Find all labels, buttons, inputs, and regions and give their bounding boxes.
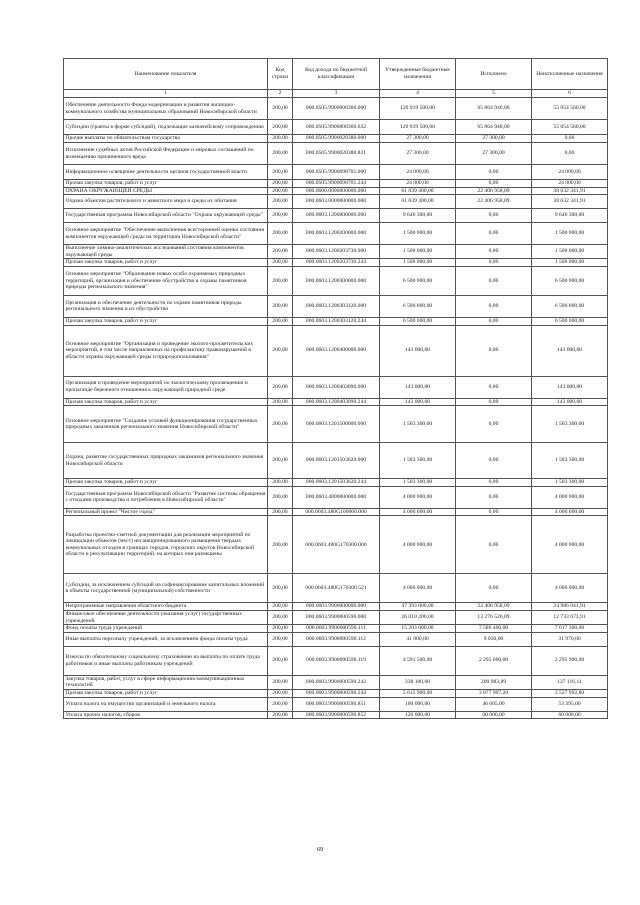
row-approved: 6 500 000,00 [380,295,456,317]
row-approved: 6 500 000,00 [380,266,456,295]
row-unexecuted: 1 503 300,00 [532,479,608,487]
row-executed: 3 077 907,20 [456,689,532,697]
row-name: Информационное освещение деятельности органов государственной власти [64,165,268,180]
row-budget-code: 000.0603.9900000590.852 [293,711,380,719]
row-name: Охрана объектов растительного и животного мира и среды их обитания [64,195,268,209]
row-approved: 120 919 500,00 [380,98,456,120]
row-code: 200,00 [268,603,293,611]
table-row [64,209,608,223]
row-unexecuted: 7 617 300,00 [532,625,608,633]
row-executed: 27 300,00 [456,135,532,143]
header-approved: Утвержденные бюджетные назначения [380,59,456,90]
row-name: Уплата налога на имущество организаций и земельного налога [64,697,268,711]
row-budget-code: 000.0603.1200203730.000 [293,245,380,259]
row-unexecuted: 24 986 041,91 [532,603,608,611]
row-approved: 15 203 000,00 [380,625,456,633]
row-executed: 0,00 [456,295,532,317]
row-approved: 1 503 300,00 [380,479,456,487]
row-executed: 0,00 [456,516,532,574]
row-approved: 100 000,00 [380,697,456,711]
row-code: 200,00 [268,574,293,603]
row-budget-code: 000.0603.1200303120.244 [293,317,380,325]
row-code: 200,00 [268,689,293,697]
row-budget-code: 000.0603.9900000000.000 [293,603,380,611]
row-executed: 22 406 958,09 [456,603,532,611]
row-unexecuted: 24 000,00 [532,180,608,188]
row-unexecuted: 143 000,00 [532,376,608,398]
table-row [64,180,608,188]
row-name: Обеспечение деятельности Фонда модернизации и развития жилищно-коммунального хозяйства муниципальных образований Новосибирской области [64,98,268,120]
row-approved: 4 591 500,00 [380,646,456,675]
row-code: 200,00 [268,675,293,689]
row-executed: 0,00 [456,406,532,443]
table-row [64,689,608,697]
row-approved: 120 000,00 [380,711,456,719]
row-name: Прочая закупка товаров, работ и услуг [64,479,268,487]
table-header-row [64,59,608,90]
row-code: 200,00 [268,165,293,180]
row-budget-code: 000.0603.1200203730.244 [293,259,380,267]
column-index: 2 [268,90,293,98]
row-budget-code: 000.0603.9900000590.242 [293,675,380,689]
row-budget-code: 000.0505.9900008360.632 [293,120,380,135]
column-index: 5 [456,90,532,98]
row-budget-code: 000.0603.9900000590.112 [293,632,380,646]
row-approved: 61 039 300,00 [380,187,456,195]
row-approved: 143 000,00 [380,376,456,398]
row-code: 200,00 [268,610,293,624]
table-row [64,165,608,180]
row-name: Основное мероприятие "Обеспечение выполнения всесторонней оценки состояния компонентов окружающей среды на территории Новосибирской области" [64,223,268,245]
row-name: Государственная программа Новосибирской области "Охрана окружающей среды" [64,209,268,223]
column-index: 1 [64,90,268,98]
row-unexecuted: 143 000,00 [532,325,608,376]
table-row [64,398,608,406]
row-name: Прочая закупка товаров, работ и услуг [64,317,268,325]
row-budget-code: 000.0505.9900008360.000 [293,98,380,120]
row-unexecuted: 9 646 300,00 [532,209,608,223]
row-approved: 6 500 000,00 [380,317,456,325]
row-executed: 2 295 600,00 [456,646,532,675]
row-approved: 24 000,00 [380,165,456,180]
table-row [64,98,608,120]
table-row [64,479,608,487]
table-row [64,603,608,611]
row-budget-code: 000.0505.9900020380.831 [293,143,380,165]
row-executed: 46 605,00 [456,697,532,711]
row-budget-code: 000.0603.0000000000.000 [293,195,380,209]
header-unexecuted: Неисполненные назначения [532,59,608,90]
row-budget-code: 000.0603.4800000000.000 [293,486,380,508]
row-approved: 338 100,00 [380,675,456,689]
table-row [64,376,608,398]
row-name: Прочая закупка товаров, работ и услуг [64,689,268,697]
table-row [64,325,608,376]
row-executed: 60 000,00 [456,711,532,719]
row-name: Основное мероприятие "Образование новых особо охраняемых природных территорий, организация и обеспечение обустройства и охраны памятников природы регионального значения" [64,266,268,295]
row-code: 200,00 [268,180,293,188]
row-code: 200,00 [268,120,293,135]
row-executed: 0,00 [456,259,532,267]
table-body [64,98,608,719]
column-index: 4 [380,90,456,98]
row-name: Прочие выплаты по обязательствам государства [64,135,268,143]
row-budget-code: 000.0603.1200200000.000 [293,223,380,245]
row-executed: 0,00 [456,479,532,487]
row-executed: 22 406 958,09 [456,187,532,195]
row-unexecuted: 53 395,00 [532,697,608,711]
row-approved: 4 000 000,00 [380,574,456,603]
table-row [64,675,608,689]
row-approved: 24 000,00 [380,180,456,188]
row-approved: 1 503 300,00 [380,406,456,443]
row-code: 200,00 [268,443,293,479]
row-executed: 200 983,89 [456,675,532,689]
row-name: Исполнение судебных актов Российской Федерации и мировых соглашений по возмещению причиненного вреда [64,143,268,165]
row-name: Организация и проведение мероприятий по экологическому просвещению и пропаганде бережного отношения к окружающей природной среде [64,376,268,398]
row-approved: 5 615 900,00 [380,689,456,697]
row-approved: 143 000,00 [380,398,456,406]
row-budget-code: 000.0505.9900098701.000 [293,165,380,180]
table-row [64,574,608,603]
row-name: Иные выплаты персоналу учреждений, за исключением фонда оплаты труда [64,632,268,646]
row-code: 200,00 [268,195,293,209]
row-unexecuted: 0,00 [532,143,608,165]
row-approved: 1 500 000,00 [380,223,456,245]
row-unexecuted: 1 503 300,00 [532,443,608,479]
row-unexecuted: 6 500 000,00 [532,317,608,325]
row-executed: 0,00 [456,245,532,259]
row-unexecuted: 24 000,00 [532,165,608,180]
row-approved: 1 500 000,00 [380,245,456,259]
row-unexecuted: 143 000,00 [532,398,608,406]
row-executed: 0,00 [456,317,532,325]
row-budget-code: 000.0603.1200000000.000 [293,209,380,223]
row-executed: 27 300,00 [456,143,532,165]
row-approved: 143 000,00 [380,325,456,376]
column-index-row [64,90,608,98]
table-row [64,443,608,479]
budget-table-sheet [63,58,607,719]
row-code: 200,00 [268,266,293,295]
row-name: Государственная программа Новосибирской области "Развитие системы обращения с отходами производства и потребления в Новосибирской области" [64,486,268,508]
table-row [64,266,608,295]
row-name: Закупка товаров, работ, услуг в сфере информационно-коммуникационных технологий [64,675,268,689]
row-name: Основное мероприятие "Организация и проведение эколого-просветительских мероприятий, в том числе направленных на профилактику правонарушений в области охраны окружающей среды и природопользования" [64,325,268,376]
row-code: 200,00 [268,632,293,646]
row-approved: 1 500 000,00 [380,259,456,267]
row-approved: 4 000 000,00 [380,516,456,574]
table-row [64,195,608,209]
row-name: Финансовое обеспечение деятельности (оказания услуг) государственных учреждений [64,610,268,624]
table-row [64,317,608,325]
row-code: 200,00 [268,697,293,711]
row-code: 200,00 [268,325,293,376]
row-code: 200,00 [268,479,293,487]
row-code: 200,00 [268,486,293,508]
row-name: Взносы по обязательному социальному страхованию на выплаты по оплате труда работников и иные выплаты работникам учреждений [64,646,268,675]
table-row [64,625,608,633]
budget-execution-table [63,58,608,719]
row-approved: 47 393 000,00 [380,603,456,611]
table-row [64,610,608,624]
row-budget-code: 000.0603.1200300000.000 [293,266,380,295]
table-row [64,295,608,317]
row-unexecuted: 0,00 [532,135,608,143]
row-executed: 0,00 [456,443,532,479]
row-budget-code: 000.0603.480G100000.000 [293,508,380,516]
row-code: 200,00 [268,516,293,574]
row-code: 200,00 [268,646,293,675]
row-budget-code: 000.0603.9900000590.119 [293,646,380,675]
table-row [64,259,608,267]
row-approved: 27 300,00 [380,143,456,165]
row-approved: 27 300,00 [380,135,456,143]
row-code: 200,00 [268,209,293,223]
row-approved: 4 000 000,00 [380,508,456,516]
table-row [64,406,608,443]
row-name: Фонд оплаты труда учреждений [64,625,268,633]
row-executed: 7 586 400,00 [456,625,532,633]
row-code: 200,00 [268,245,293,259]
row-approved: 4 000 000,00 [380,486,456,508]
table-row [64,143,608,165]
row-code: 200,00 [268,259,293,267]
row-budget-code: 000.0603.9900000590.000 [293,610,380,624]
row-executed: 0,00 [456,325,532,376]
table-row [64,508,608,516]
row-unexecuted: 1 500 000,00 [532,259,608,267]
row-unexecuted: 38 632 341,91 [532,187,608,195]
row-unexecuted: 2 537 992,80 [532,689,608,697]
row-code: 200,00 [268,376,293,398]
page-number: 69 [316,846,324,853]
row-budget-code: 000.0505.9900098701.244 [293,180,380,188]
row-budget-code: 000.0603.1200403090.000 [293,376,380,398]
row-code: 200,00 [268,508,293,516]
row-executed: 0,00 [456,486,532,508]
row-executed: 65 864 940,00 [456,120,532,135]
row-executed: 22 406 958,09 [456,195,532,209]
header-executed: Исполнено [456,59,532,90]
row-code: 200,00 [268,711,293,719]
row-name: Прочая закупка товаров, работ и услуг [64,259,268,267]
header-code: Код строки [268,59,293,90]
row-executed: 0,00 [456,398,532,406]
row-unexecuted: 6 500 000,00 [532,295,608,317]
row-executed: 0,00 [456,223,532,245]
row-name: Субсидии (гранты в форме субсидий), подлежащие казначейскому сопровождению [64,120,268,135]
row-budget-code: 000.0603.1200400000.000 [293,325,380,376]
row-unexecuted: 6 500 000,00 [532,266,608,295]
row-name: ОХРАНА ОКРУЖАЮЩЕЙ СРЕДЫ [64,187,268,195]
row-executed: 0,00 [456,508,532,516]
column-index: 3 [293,90,380,98]
row-name: Непрограммные направления областного бюджета [64,603,268,611]
row-code: 200,00 [268,223,293,245]
row-code: 200,00 [268,317,293,325]
table-row [64,486,608,508]
row-name: Основное мероприятие "Создание условий функционирования государственных природных заказников регионального значения Новосибирской области" [64,406,268,443]
row-unexecuted: 4 000 000,00 [532,574,608,603]
row-approved: 61 039 300,00 [380,195,456,209]
row-unexecuted: 2 295 900,00 [532,646,608,675]
row-code: 200,00 [268,143,293,165]
row-executed: 13 276 526,09 [456,610,532,624]
row-unexecuted: 137 116,11 [532,675,608,689]
row-name: Выполнение химико-аналитических исследований состояния компонентов окружающей среды [64,245,268,259]
table-row [64,697,608,711]
row-approved: 1 503 300,00 [380,443,456,479]
column-index: 6 [532,90,608,98]
row-approved: 120 919 500,00 [380,120,456,135]
row-code: 200,00 [268,135,293,143]
row-budget-code: 000.0603.480G170300.000 [293,516,380,574]
row-code: 200,00 [268,187,293,195]
row-executed: 65 864 940,00 [456,98,532,120]
row-unexecuted: 4 000 000,00 [532,508,608,516]
row-code: 200,00 [268,398,293,406]
row-name: Уплата прочих налогов, сборов [64,711,268,719]
row-name: Субсидии, за исключением субсидий на софинансирование капитальных вложений в объекты государственной (муниципальной) собственности [64,574,268,603]
row-budget-code: 000.0603.1201503620.000 [293,443,380,479]
row-budget-code: 000.0603.9900000590.244 [293,689,380,697]
row-budget-code: 000.0603.1201503620.244 [293,479,380,487]
row-approved: 26 010 200,00 [380,610,456,624]
row-executed: 0,00 [456,574,532,603]
header-income-code: Код дохода по бюджетной классификации [293,59,380,90]
row-executed: 0,00 [456,376,532,398]
row-code: 200,00 [268,98,293,120]
table-row [64,516,608,574]
row-code: 200,00 [268,406,293,443]
row-unexecuted: 4 000 000,00 [532,516,608,574]
row-budget-code: 000.0600.0000000000.000 [293,187,380,195]
row-budget-code: 000.0603.480G170300.521 [293,574,380,603]
row-budget-code: 000.0603.9900000590.851 [293,697,380,711]
row-name: Охрана, развитие государственных природных заказников регионального значения Новосибирской области [64,443,268,479]
table-row [64,646,608,675]
table-row [64,245,608,259]
row-executed: 9 030,00 [456,632,532,646]
row-unexecuted: 38 632 341,91 [532,195,608,209]
row-unexecuted: 55 054 560,00 [532,98,608,120]
table-row [64,120,608,135]
row-unexecuted: 1 500 000,00 [532,223,608,245]
row-executed: 0,00 [456,209,532,223]
row-name: Разработка проектно-сметной документации для реализации мероприятий по ликвидации объектов (мест) несанкционированного размещения твердых коммунальных отходов в границах городов, городских округов Новосибирской области и рекультивации территорий, на которых они размещены [64,516,268,574]
row-executed: 0,00 [456,266,532,295]
row-name: Прочая закупка товаров, работ и услуг [64,180,268,188]
row-unexecuted: 31 970,00 [532,632,608,646]
row-approved: 9 646 300,00 [380,209,456,223]
table-row [64,711,608,719]
row-executed: 0,00 [456,180,532,188]
row-name: Организация и обеспечение деятельности по охране памятников природы регионального значения и их обустройство [64,295,268,317]
table-row [64,223,608,245]
row-budget-code: 000.0603.1200303120.000 [293,295,380,317]
row-unexecuted: 60 000,00 [532,711,608,719]
row-budget-code: 000.0603.9900000590.111 [293,625,380,633]
row-unexecuted: 12 733 673,91 [532,610,608,624]
row-code: 200,00 [268,295,293,317]
table-row [64,632,608,646]
row-unexecuted: 55 054 560,00 [532,120,608,135]
row-approved: 41 000,00 [380,632,456,646]
row-code: 200,00 [268,625,293,633]
row-budget-code: 000.0505.9900020380.000 [293,135,380,143]
table-row [64,187,608,195]
row-name: Региональный проект "Чистое город" [64,508,268,516]
row-unexecuted: 1 500 000,00 [532,245,608,259]
row-unexecuted: 1 503 300,00 [532,406,608,443]
row-name: Прочая закупка товаров, работ и услуг [64,398,268,406]
row-budget-code: 000.0603.1200403090.244 [293,398,380,406]
row-executed: 0,00 [456,165,532,180]
row-unexecuted: 4 000 000,00 [532,486,608,508]
header-name: Наименование показателя [64,59,268,90]
table-row [64,135,608,143]
row-budget-code: 000.0603.1201500000.000 [293,406,380,443]
